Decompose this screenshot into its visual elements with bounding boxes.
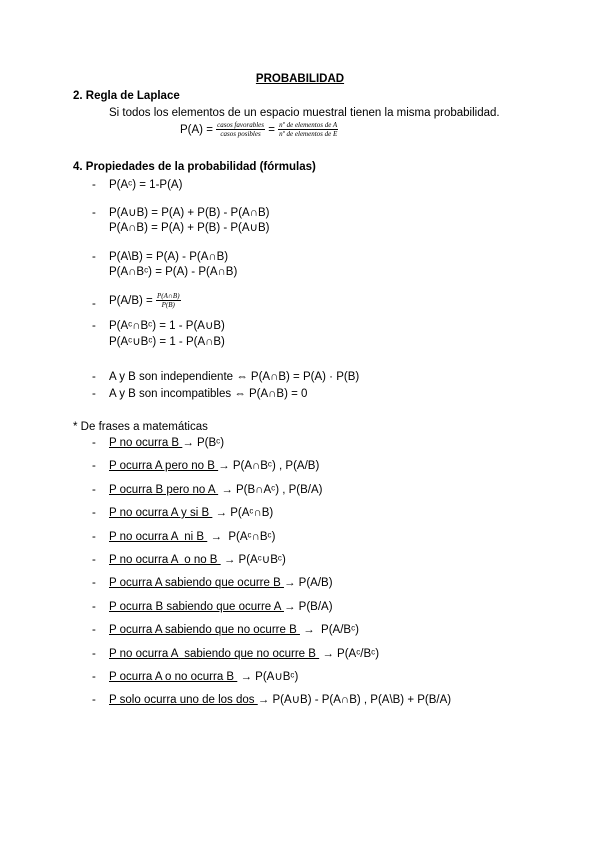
phrase-formula: → P(Aᶜ/Bᶜ) — [319, 648, 380, 660]
list-dash: - — [92, 179, 96, 191]
phrase-item — [109, 436, 224, 450]
list-dash: - — [92, 624, 96, 636]
phrase-formula: → P(Aᶜ∩B) — [212, 507, 274, 519]
phrase-text: P no ocurra A sabiendo que no ocurre B — [109, 648, 320, 660]
laplace-fraction-2-numerator: nº de elementos de A — [279, 121, 338, 130]
list-dash: - — [92, 671, 96, 683]
list-dash: - — [92, 577, 96, 589]
phrase-formula: → P(Bᶜ) — [182, 437, 225, 449]
formula-morgan-2: P(Aᶜ∪Bᶜ) = 1 - P(A∩B) — [109, 336, 225, 348]
phrase-text: P no ocurra A o no B — [109, 554, 221, 566]
phrase-text: P solo ocurra uno de los dos — [109, 694, 258, 706]
phrase-text: P no ocurra A y si B — [109, 507, 213, 519]
formula-incompatible: A y B son incompatibles ⇔ P(A∩B) = 0 — [109, 388, 308, 400]
phrase-formula: → P(A/Bᶜ) — [299, 624, 359, 636]
phrase-formula: → P(A/B) — [283, 577, 333, 589]
list-dash: - — [92, 531, 96, 543]
laplace-formula-lhs: P(A) = — [180, 124, 213, 136]
laplace-fraction-2 — [278, 121, 338, 138]
phrase-item — [109, 459, 319, 473]
formula-conditional-lhs: P(A/B) = — [109, 295, 153, 307]
conditional-fraction-denominator: P(B) — [161, 301, 175, 310]
list-dash: - — [92, 251, 96, 263]
phrase-formula: → P(A∪B) - P(A∩B) , P(A\B) + P(B/A) — [257, 694, 452, 706]
list-dash: - — [92, 371, 96, 383]
heading-laplace: 2. Regla de Laplace — [73, 90, 180, 102]
phrase-item — [109, 623, 359, 637]
conditional-fraction — [156, 292, 181, 309]
list-dash: - — [92, 460, 96, 472]
list-dash: - — [92, 507, 96, 519]
page-title: PROBABILIDAD — [255, 73, 345, 85]
heading-properties: 4. Propiedades de la probabilidad (fórmulas) — [73, 161, 316, 173]
laplace-fraction-2-denominator: nº de elementos de E — [279, 130, 338, 139]
phrase-formula: → P(B∩Aᶜ) , P(B/A) — [218, 484, 323, 496]
list-dash: - — [92, 207, 96, 219]
laplace-fraction-1-denominator: casos posibles — [220, 130, 261, 139]
formula-intersection: P(A∩B) = P(A) + P(B) - P(A∪B) — [109, 222, 270, 234]
phrase-text: P ocurra B pero no A — [109, 484, 219, 496]
phrase-item — [109, 693, 451, 707]
phrase-text: P ocurra A sabiendo que ocurre B — [109, 577, 284, 589]
list-dash: - — [92, 554, 96, 566]
laplace-fraction-1-numerator: casos favorables — [217, 121, 264, 130]
phrase-item — [109, 530, 275, 544]
phrase-item — [109, 576, 333, 590]
formula-conditional — [109, 292, 181, 310]
phrase-item — [109, 600, 333, 614]
laplace-formula — [180, 121, 338, 139]
heading-phrases: * De frases a matemáticas — [73, 421, 208, 433]
list-dash: - — [92, 484, 96, 496]
formula-complement: P(Aᶜ) = 1-P(A) — [109, 179, 183, 191]
laplace-equals: = — [268, 124, 275, 136]
phrase-text: P no ocurra A ni B — [109, 531, 208, 543]
list-dash: - — [92, 320, 96, 332]
list-dash: - — [92, 648, 96, 660]
formula-independent: A y B son independiente ⇔ P(A∩B) = P(A) · P(B) — [109, 371, 360, 383]
phrase-text: P ocurra A sabiendo que no ocurre B — [109, 624, 300, 636]
phrase-item — [109, 553, 286, 567]
phrase-formula: → P(Aᶜ∩Bᶜ) — [207, 531, 276, 543]
phrase-formula: → P(A∩Bᶜ) , P(A/B) — [218, 460, 320, 472]
formula-morgan-1: P(Aᶜ∩Bᶜ) = 1 - P(A∪B) — [109, 320, 225, 332]
list-dash: - — [92, 298, 96, 310]
conditional-fraction-numerator: P(A∩B) — [156, 292, 180, 301]
list-dash: - — [92, 601, 96, 613]
phrase-item — [109, 647, 379, 661]
formula-difference-alt: P(A∩Bᶜ) = P(A) - P(A∩B) — [109, 266, 238, 278]
laplace-fraction-1 — [216, 121, 265, 138]
phrase-text: P no ocurra B — [109, 437, 183, 449]
phrase-item — [109, 483, 322, 497]
list-dash: - — [92, 437, 96, 449]
phrase-formula: → P(Aᶜ∪Bᶜ) — [220, 554, 286, 566]
formula-union: P(A∪B) = P(A) + P(B) - P(A∩B) — [109, 207, 270, 219]
list-dash: - — [92, 694, 96, 706]
phrase-text: P ocurra A pero no B — [109, 460, 219, 472]
phrase-item — [109, 670, 298, 684]
phrase-formula: → P(A∪Bᶜ) — [237, 671, 299, 683]
list-dash: - — [92, 388, 96, 400]
phrase-formula: → P(B/A) — [283, 601, 333, 613]
laplace-description: Si todos los elementos de un espacio muestral tienen la misma probabilidad. — [109, 107, 500, 119]
formula-difference: P(A\B) = P(A) - P(A∩B) — [109, 251, 229, 263]
phrase-item — [109, 506, 273, 520]
phrase-text: P ocurra A o no ocurra B — [109, 671, 238, 683]
phrase-text: P ocurra B sabiendo que ocurre A — [109, 601, 284, 613]
